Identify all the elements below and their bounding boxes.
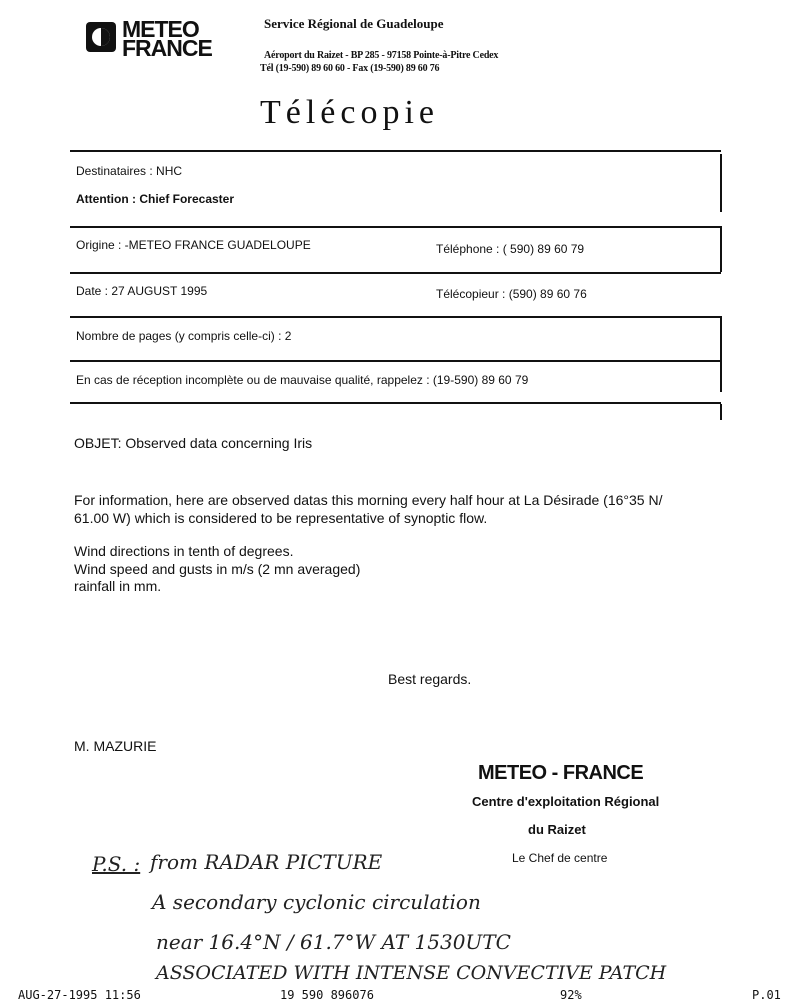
form-rule-3 (70, 272, 721, 274)
form-rule-top (70, 150, 721, 152)
body-wind-directions: Wind directions in tenth of degrees. (74, 543, 294, 559)
form-border-right-4 (720, 360, 722, 392)
logo-line-1: METEO (122, 16, 199, 42)
field-origine: Origine : -METEO FRANCE GUADELOUPE (76, 238, 311, 252)
stamp-centre: Centre d'exploitation Régional (472, 794, 660, 809)
stamp-chef: Le Chef de centre (512, 851, 608, 865)
meteo-france-logo (86, 18, 218, 60)
best-regards: Best regards. (388, 671, 472, 687)
form-border-right-2 (720, 226, 722, 272)
signature-name: M. MAZURIE (74, 738, 157, 754)
header-address: Aéroport du Raizet - BP 285 - 97158 Pointe-à-Pitre Cedex (264, 50, 499, 61)
field-pages: Nombre de pages (y compris celle-ci) : 2 (76, 329, 292, 343)
fax-footer-percent: 92% (560, 988, 582, 1002)
body-para1-line1: For information, here are observed datas this morning every half hour at La Désirade (16°35 N/ (74, 492, 663, 508)
handwritten-line-4: ASSOCIATED WITH INTENSE CONVECTIVE PATCH (156, 962, 667, 984)
field-telephone: Téléphone : ( 590) 89 60 79 (436, 242, 585, 256)
logo-mark-icon (86, 22, 116, 52)
stamp-title: METEO - FRANCE (478, 762, 644, 784)
handwritten-line-2: A secondary cyclonic circulation (152, 890, 481, 914)
fax-footer-date: AUG-27-1995 11:56 (18, 988, 141, 1002)
form-rule-bottom (70, 402, 721, 404)
field-date: Date : 27 AUGUST 1995 (76, 284, 208, 298)
header-phone: Tél (19-590) 89 60 60 - Fax (19-590) 89 60 76 (260, 63, 440, 74)
fax-footer-page: P.01 (752, 988, 781, 1002)
field-reception: En cas de réception incomplète ou de mauvaise qualité, rappelez : (19-590) 89 60 79 (76, 373, 529, 387)
form-rule-4 (70, 316, 721, 318)
objet-line: OBJET: Observed data concerning Iris (74, 435, 313, 451)
page-title: Télécopie (260, 94, 440, 131)
field-destinataires: Destinataires : NHC (76, 164, 183, 178)
form-border-right-1 (720, 154, 722, 212)
body-para1-line2: 61.00 W) which is considered to be representative of synoptic flow. (74, 510, 488, 526)
form-border-right-3 (720, 316, 722, 360)
form-rule-5 (70, 360, 721, 362)
field-attention: Attention : Chief Forecaster (76, 192, 235, 206)
header-org: Service Régional de Guadeloupe (264, 16, 444, 31)
body-wind-speed: Wind speed and gusts in m/s (2 mn averaged) (74, 561, 361, 577)
form-rule-2 (70, 226, 721, 228)
stamp-raizet: du Raizet (528, 822, 586, 837)
handwritten-line-3: near 16.4°N / 61.7°W AT 1530UTC (156, 930, 511, 954)
logo-line-2: FRANCE (122, 35, 212, 61)
form-border-right-5 (720, 404, 722, 420)
handwritten-line-1: from RADAR PICTURE (150, 850, 383, 874)
field-telecopieur: Télécopieur : (590) 89 60 76 (436, 287, 587, 301)
fax-footer-number: 19 590 896076 (280, 988, 374, 1002)
handwritten-ps: P.S. : (92, 852, 141, 876)
body-rainfall: rainfall in mm. (74, 578, 162, 594)
